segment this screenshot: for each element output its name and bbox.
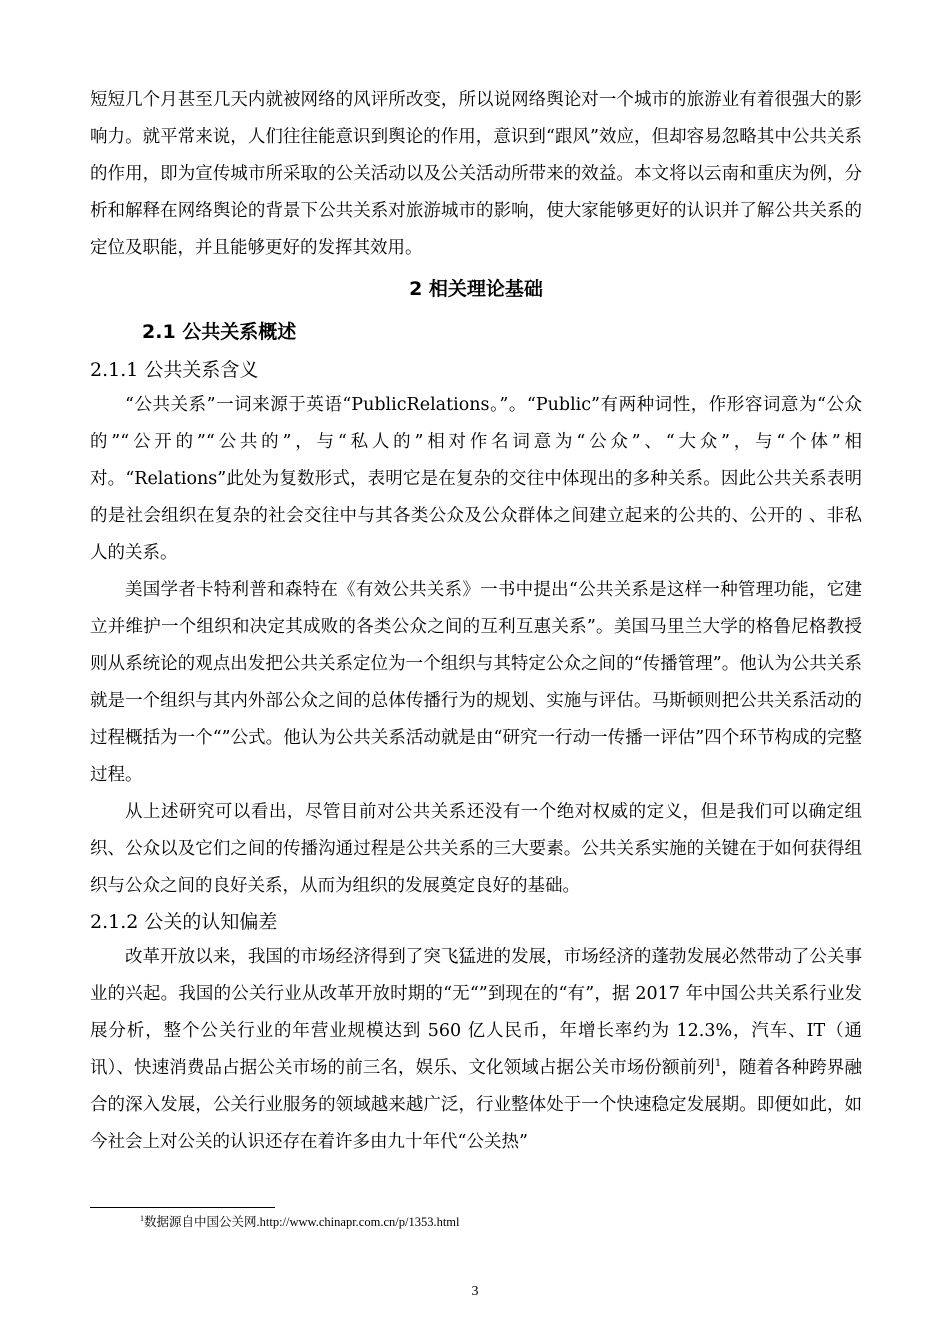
page-content: [90, 82, 862, 1161]
paragraph-elements: 从上述研究可以看出，尽管目前对公共关系还没有一个绝对权威的定义，但是我们可以确定组织、公众以及它们之间的传播沟通过程是公共关系的三大要素。公共关系实施的关键在于如何获得组织与公众之间的良好关系，从而为组织的发展奠定良好的基础。: [90, 802, 862, 896]
footnote-text[interactable]: 数据源自中国公关网.http://www.chinapr.com.cn/p/1353.html: [144, 1215, 460, 1229]
subsection-heading-bias: 2.1.2 公关的认知偏差: [90, 911, 278, 933]
subsection-heading-meaning: 2.1.1 公共关系含义: [90, 359, 259, 381]
section-heading: 2.1 公共关系概述: [142, 321, 297, 343]
paragraph-scholars: 美国学者卡特利普和森特在《有效公共关系》一书中提出“公共关系是这样一种管理功能，它建立并维护一个组织和决定其成败的各类公众之间的互利互惠关系”。美国马里兰大学的格鲁尼格教授则从系统论的观点出发把公共关系定位为一个组织与其特定公众之间的“传播管理”。他认为公共关系就是一个组织与其内外部公众之间的总体传播行为的规划、实施与评估。马斯顿则把公共关系活动的过程概括为一个“”公式。他认为公共关系活动就是由“研究一行动一传播一评估”四个环节构成的完整过程。: [90, 580, 862, 785]
intro-paragraph: 短短几个月甚至几天内就被网络的风评所改变，所以说网络舆论对一个城市的旅游业有着很强大的影响力。就平常来说，人们往往能意识到舆论的作用，意识到“跟风”效应，但却容易忽略其中公共关系的作用，即为宣传城市所采取的公关活动以及公关活动所带来的效益。本文将以云南和重庆为例，分析和解释在网络舆论的背景下公共关系对旅游城市的影响，使大家能够更好的认识并了解公共关系的定位及职能，并且能够更好的发挥其效用。: [90, 90, 862, 258]
paragraph-industry: [90, 939, 862, 1161]
footnote-separator: [90, 1207, 275, 1208]
footnote: [140, 1212, 460, 1230]
footnote-reference[interactable]: 1: [714, 1058, 722, 1070]
footnote-marker: 1: [140, 1213, 144, 1223]
page-number: 3: [471, 1284, 479, 1299]
chapter-heading: 2 相关理论基础: [409, 278, 543, 300]
paragraph-industry-part1: 改革开放以来，我国的市场经济得到了突飞猛进的发展，市场经济的蓬勃发展必然带动了公关事业的兴起。我国的公关行业从改革开放时期的“无“”到现在的“有”，据 2017 年中国公共关系行业发展分析，整个公关行业的年营业规模达到 560 亿人民币，年增长率约为 12.3%，汽车、IT（通讯）、快速消费品占据公关市场的前三名，娱乐、文化领域占据公关市场份额前列: [90, 947, 862, 1078]
paragraph-definition: “公共关系”一词来源于英语“PublicRelations。”。“Public”有两种词性，作形容词意为“公众的”“公开的”“公共的”，与“私人的”相对作名词意为“公众”、“大众”，与“个体”相对。“Relations”此处为复数形式，表明它是在复杂的交往中体现出的多种关系。因此公共关系表明的是社会组织在复杂的社会交往中与其各类公众及公众群体之间建立起来的公共的、公开的 、非私人的关系。: [90, 395, 862, 563]
paragraph-industry-part2: ，随着各种跨界融合的深入发展，公关行业服务的领域越来越广泛，行业整体处于一个快速稳定发展期。即便如此，如今社会上对公关的认识还存在着许多由九十年代“公关热”: [90, 1058, 862, 1152]
